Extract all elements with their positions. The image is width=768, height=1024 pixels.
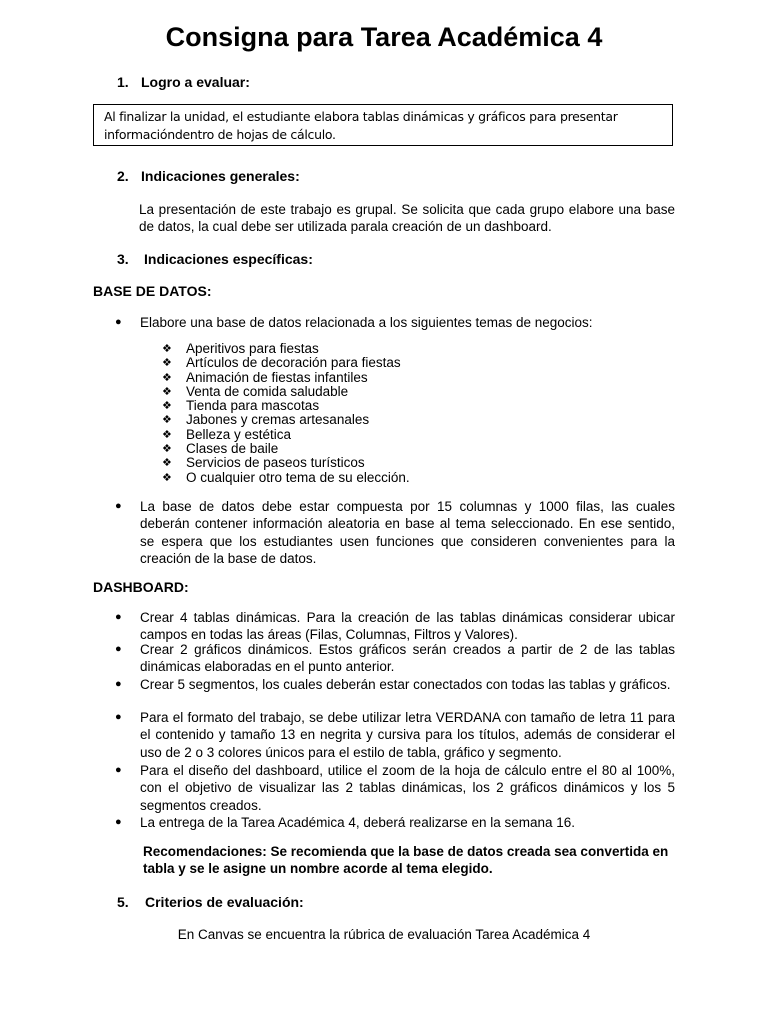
- bullet-icon: ●: [115, 643, 122, 655]
- tema-item: ❖ Aperitivos para fiestas: [162, 341, 319, 356]
- diamond-bullet-icon: ❖: [162, 442, 172, 456]
- bullet-icon: ●: [115, 316, 122, 328]
- diamond-bullet-icon: ❖: [162, 370, 172, 384]
- tema-item: ❖ Venta de comida saludable: [162, 383, 349, 399]
- list-item: [115, 641, 675, 676]
- tema-item: ❖ Servicios de paseos turísticos: [162, 455, 365, 471]
- tema-item: ❖ Clases de baile: [162, 441, 279, 457]
- list-item: [115, 609, 675, 644]
- dashboard-title: DASHBOARD:: [93, 579, 189, 595]
- indicaciones-generales-text: La presentación de este trabajo es grupal. Se solicita que cada grupo elabore una base de datos, la cual debe ser utilizada parala creación de un dashboard.: [139, 202, 675, 235]
- section-heading-criterios: [117, 893, 304, 911]
- bullet-text: Para el diseño del dashboard, utilice el zoom de la hoja de cálculo entre el 80 al 100%, con el objetivo de visualizar las 2 tablas dinámicas, los 2 gráficos dinámicos y los 5 segmentos creados.: [140, 763, 675, 813]
- bullet-icon: ●: [115, 764, 122, 776]
- section-number: 2.: [117, 168, 129, 184]
- list-item: [115, 498, 675, 567]
- list-item: [115, 814, 675, 831]
- section-number: 1.: [117, 74, 129, 90]
- bullet-text: Crear 4 tablas dinámicas. Para la creación de las tablas dinámicas considerar ubicar campos en todas las áreas (Filas, Columnas, Filtros y Valores).: [140, 610, 675, 643]
- diamond-bullet-icon: ❖: [162, 399, 172, 413]
- diamond-bullet-icon: ❖: [162, 456, 172, 470]
- bullet-icon: ●: [115, 611, 122, 623]
- bullet-icon: ●: [115, 500, 122, 512]
- bullet-text: La entrega de la Tarea Académica 4, deberá realizarse en la semana 16.: [140, 815, 576, 830]
- temas-list: [162, 342, 562, 485]
- list-item: [115, 762, 675, 814]
- page-title: Consigna para Tarea Académica 4: [165, 22, 603, 52]
- section-heading-logro: [117, 73, 250, 91]
- diamond-bullet-icon: ❖: [162, 384, 172, 398]
- bullet-text: Para el formato del trabajo, se debe utilizar letra VERDANA con tamaño de letra 11 para el contenido y tamaño 13 en negrita y cursiva para los títulos, además de considerar el uso de 2 o 3 colores únicos para el estilo de tabla, gráfico y segmento.: [140, 710, 675, 760]
- section-heading-indicaciones-especificas: [117, 250, 313, 268]
- section-label: Logro a evaluar:: [141, 74, 250, 90]
- bullet-text: La base de datos debe estar compuesta por 15 columnas y 1000 filas, las cuales deberán contener información aleatoria en base al tema seleccionado. En ese sentido, se espera que los estudiantes usen funciones que consideren convenientes para la creación de la base de datos.: [140, 499, 675, 566]
- list-item: [115, 709, 675, 761]
- recomendaciones-text: Recomendaciones: Se recomienda que la base de datos creada sea convertida en tabla y se le asigne un nombre acorde al tema elegido.: [143, 844, 669, 876]
- section-label: Indicaciones específicas:: [144, 251, 313, 267]
- bullet-text: Elabore una base de datos relacionada a los siguientes temas de negocios:: [140, 315, 593, 330]
- diamond-bullet-icon: ❖: [162, 427, 172, 441]
- tema-item: ❖ Tienda para mascotas: [162, 398, 320, 414]
- tema-item: ❖ Jabones y cremas artesanales: [162, 412, 370, 428]
- diamond-bullet-icon: ❖: [162, 356, 172, 370]
- bullet-icon: ●: [115, 711, 122, 723]
- logro-box: [93, 104, 673, 146]
- criterios-text: En Canvas se encuentra la rúbrica de evaluación Tarea Académica 4: [177, 927, 591, 942]
- diamond-bullet-icon: ❖: [162, 342, 172, 355]
- bullet-text: Crear 5 segmentos, los cuales deberán estar conectados con todas las tablas y gráficos.: [140, 677, 671, 692]
- diamond-bullet-icon: ❖: [162, 413, 172, 427]
- section-label: Criterios de evaluación:: [145, 894, 304, 910]
- section-number: 3.: [117, 251, 129, 267]
- tema-item: ❖ Animación de fiestas infantiles: [162, 369, 368, 385]
- bullet-icon: ●: [115, 678, 122, 690]
- bullet-icon: ●: [115, 816, 122, 828]
- list-item: [115, 314, 675, 331]
- section-number: 5.: [117, 894, 129, 910]
- section-label: Indicaciones generales:: [141, 168, 300, 184]
- tema-item: ❖ Belleza y estética: [162, 426, 292, 442]
- base-de-datos-title: BASE DE DATOS:: [93, 283, 212, 299]
- section-heading-indicaciones-generales: [117, 167, 300, 185]
- logro-text: Al finalizar la unidad, el estudiante elabora tablas dinámicas y gráficos para presentar informacióndentro de hojas de cálculo.: [104, 109, 618, 142]
- bullet-text: Crear 2 gráficos dinámicos. Estos gráficos serán creados a partir de 2 de las tablas dinámicas elaboradas en el punto anterior.: [140, 642, 675, 675]
- tema-item: ❖ Artículos de decoración para fiestas: [162, 355, 401, 371]
- tema-item: ❖ O cualquier otro tema de su elección.: [162, 469, 410, 485]
- diamond-bullet-icon: ❖: [162, 470, 172, 484]
- list-item: [115, 676, 675, 693]
